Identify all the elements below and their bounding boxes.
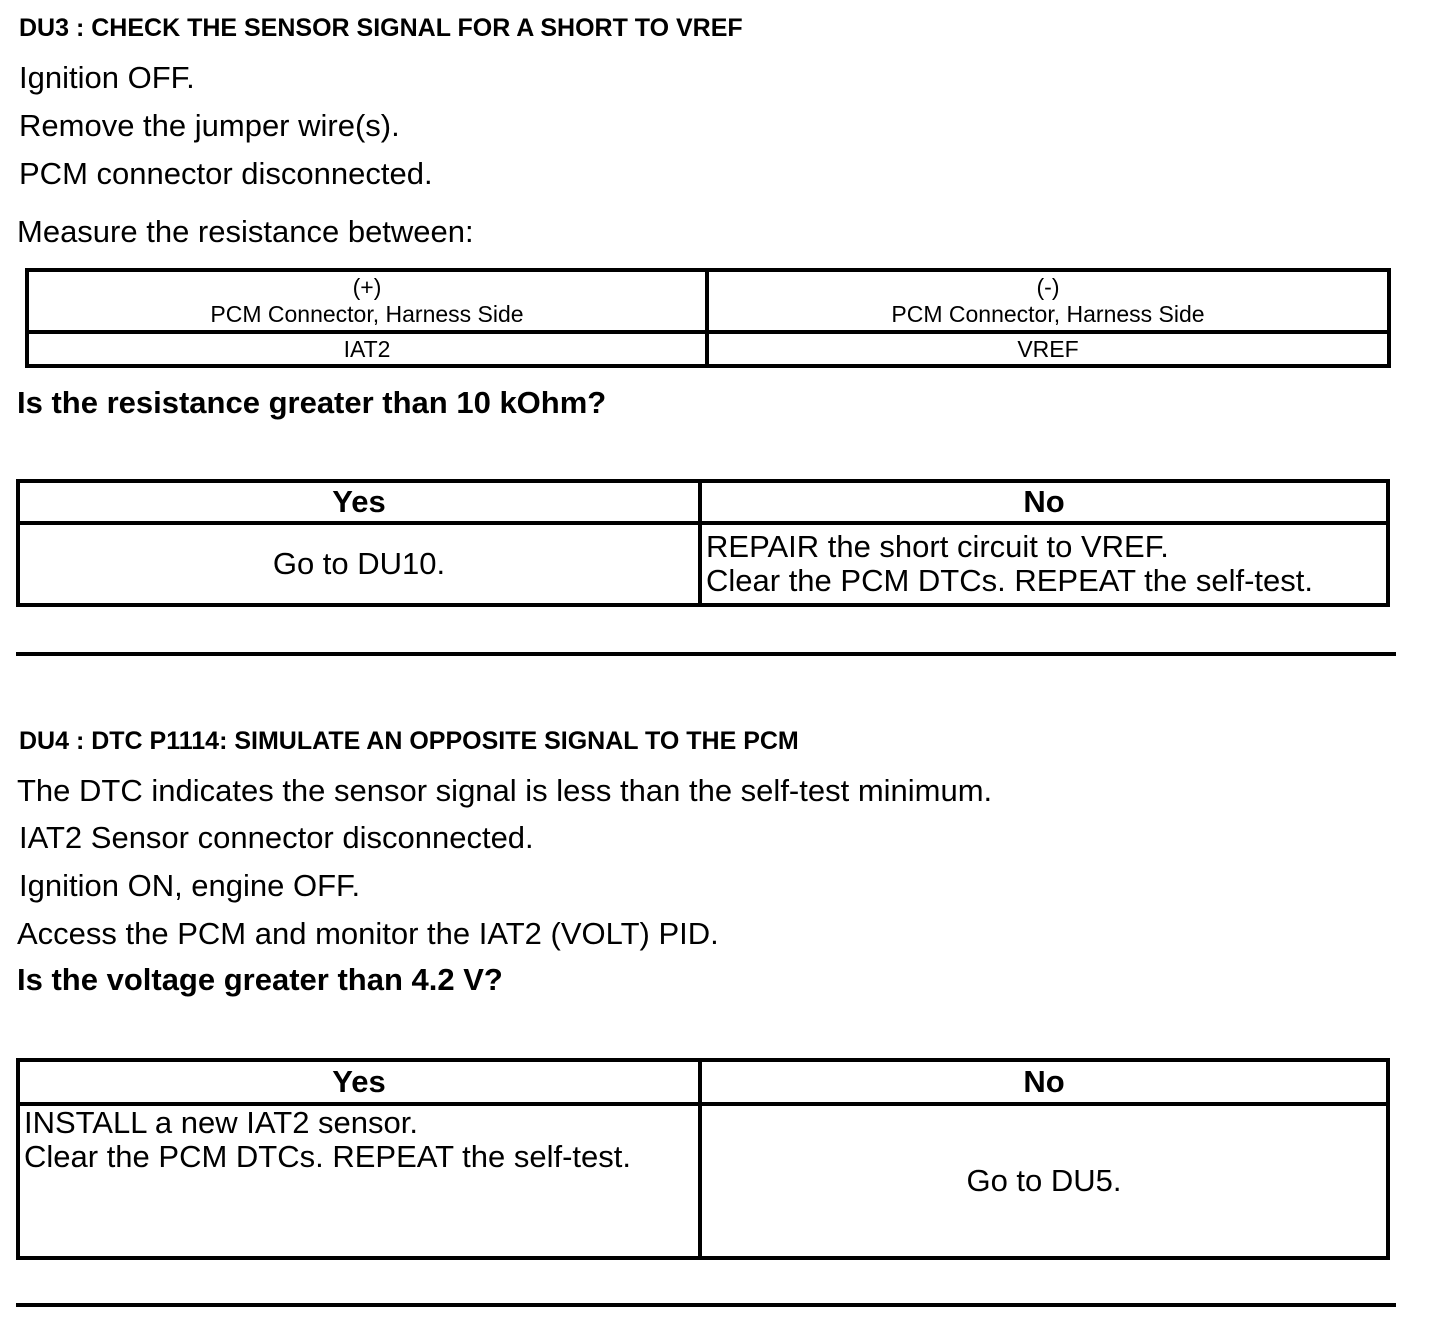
du3-measure-label: Measure the resistance between: — [17, 214, 474, 249]
positive-value: IAT2 — [27, 332, 707, 366]
du3-no-header: No — [700, 481, 1388, 523]
measure-value-row — [27, 332, 1389, 366]
du3-yes-line-1: Go to DU10. — [272, 546, 446, 581]
du3-step-2: Remove the jumper wire(s). — [19, 108, 400, 143]
du3-yes-header: Yes — [18, 481, 700, 523]
section-divider — [16, 652, 1396, 656]
negative-sign: (-) — [1036, 274, 1060, 300]
du4-no-cell — [700, 1104, 1388, 1258]
measure-header-row — [27, 270, 1389, 332]
du4-step-2: IAT2 Sensor connector disconnected. — [19, 820, 534, 855]
du4-yes-line-2: Clear the PCM DTCs. REPEAT the self-test. — [24, 1139, 631, 1174]
du4-step-4: Access the PCM and monitor the IAT2 (VOLT) PID. — [17, 916, 719, 951]
du4-answer-header-row — [18, 1060, 1388, 1104]
du4-answer-row — [18, 1104, 1388, 1258]
du3-step-3: PCM connector disconnected. — [19, 156, 433, 191]
du3-answer-header-row — [18, 481, 1388, 523]
du4-step-1: The DTC indicates the sensor signal is less than the self-test minimum. — [17, 773, 993, 808]
du4-yes-cell — [18, 1104, 700, 1258]
du3-no-cell — [700, 523, 1388, 605]
du4-no-line-1: Go to DU5. — [966, 1163, 1122, 1198]
positive-sign: (+) — [352, 274, 382, 300]
du4-yes-line-1: INSTALL a new IAT2 sensor. — [24, 1105, 418, 1140]
negative-value: VREF — [707, 332, 1389, 366]
du4-step-3: Ignition ON, engine OFF. — [19, 868, 361, 903]
du3-no-line-1: REPAIR the short circuit to VREF. — [706, 529, 1169, 564]
du4-no-header: No — [700, 1060, 1388, 1104]
du3-heading: DU3 : CHECK THE SENSOR SIGNAL FOR A SHORT TO VREF — [19, 14, 743, 42]
measure-col-negative — [707, 270, 1389, 332]
du3-answer-row — [18, 523, 1388, 605]
du3-question: Is the resistance greater than 10 kOhm? — [17, 385, 607, 420]
du3-answer-table — [16, 479, 1390, 607]
du4-question: Is the voltage greater than 4.2 V? — [17, 962, 503, 997]
positive-label: PCM Connector, Harness Side — [210, 301, 524, 327]
du3-step-1: Ignition OFF. — [19, 60, 195, 95]
du3-no-line-2: Clear the PCM DTCs. REPEAT the self-test. — [706, 563, 1313, 598]
section-divider-bottom — [16, 1303, 1396, 1307]
negative-label: PCM Connector, Harness Side — [891, 301, 1205, 327]
du4-answer-table — [16, 1058, 1390, 1260]
du3-measure-table — [25, 268, 1391, 368]
du3-yes-cell — [18, 523, 700, 605]
du4-heading: DU4 : DTC P1114: SIMULATE AN OPPOSITE SIGNAL TO THE PCM — [19, 727, 799, 755]
measure-col-positive — [27, 270, 707, 332]
du4-yes-header: Yes — [18, 1060, 700, 1104]
